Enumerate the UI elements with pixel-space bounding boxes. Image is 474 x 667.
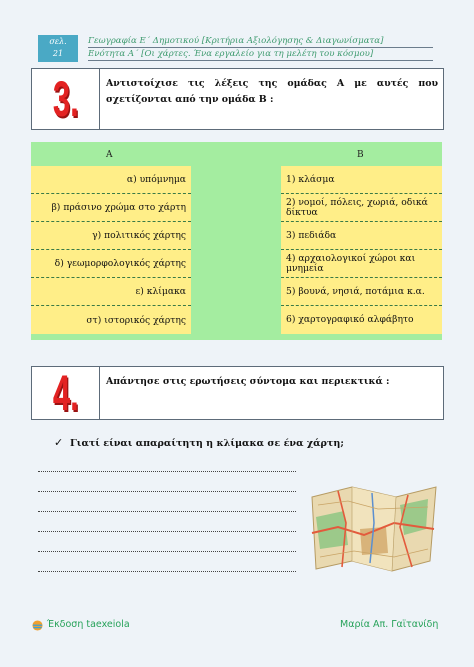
folded-map-illustration <box>308 483 440 573</box>
column-b-header: Β <box>357 150 364 160</box>
group-a-item: ε) κλίμακα <box>31 278 191 306</box>
publisher-logo-icon <box>32 620 43 631</box>
publisher-credit: Έκδοση taexeiola <box>47 619 130 630</box>
exercise-4-box <box>31 366 444 420</box>
exercise-3-box <box>31 68 444 130</box>
exercise-3-number-cell <box>32 69 100 129</box>
question-text: Γιατί είναι απαραίτητη η κλίμακα σε ένα χάρτη; <box>70 438 344 449</box>
page-number-badge <box>38 35 78 62</box>
author-credit: Μαρία Απ. Γαϊτανίδη <box>340 619 439 630</box>
group-a-column <box>31 166 191 334</box>
group-a-item: β) πράσινο χρώμα στο χάρτη <box>31 194 191 222</box>
group-a-item: στ) ιστορικός χάρτης <box>86 314 186 326</box>
group-b-item: 2) νομοί, πόλεις, χωριά, οδικά δίκτυα <box>281 194 442 222</box>
exercise-4-number-cell <box>32 367 100 419</box>
checkmark-icon: ✓ <box>54 436 64 449</box>
answer-line[interactable] <box>38 530 296 532</box>
answer-line[interactable] <box>38 470 296 472</box>
column-a-header: Α <box>106 150 113 160</box>
group-b-item: 3) πεδιάδα <box>281 222 442 250</box>
exercise-3-number: 3. <box>52 71 79 127</box>
page-number: 21 <box>52 49 64 58</box>
page-label: σελ. <box>49 37 67 46</box>
answer-line[interactable] <box>38 510 296 512</box>
group-b-column <box>281 166 442 334</box>
group-b-item: 1) κλάσμα <box>281 166 442 194</box>
group-a-item: α) υπόμνημα <box>31 166 191 194</box>
group-a-item: γ) πολιτικός χάρτης <box>31 222 191 250</box>
exercise-4-number: 4. <box>52 365 79 421</box>
group-b-item: 4) αρχαιολογικοί χώροι και μνημεία <box>281 250 442 278</box>
header-subject: Γεωγραφία Ε΄ Δημοτικού [Κριτήρια Αξιολόγησης & Διαγωνίσματα] <box>88 35 433 48</box>
group-a-item: δ) γεωμορφολογικός χάρτης <box>31 250 191 278</box>
exercise-3-instruction: Αντιστοίχισε τις λέξεις της ομάδας Α με αυτές που σχετίζονται από την ομάδα Β : <box>106 78 438 105</box>
group-b-item: 6) χαρτογραφικό αλφάβητο <box>286 314 414 325</box>
answer-line[interactable] <box>38 490 296 492</box>
header-titles <box>88 35 433 61</box>
answer-line[interactable] <box>38 570 296 572</box>
header-unit: Ενότητα Α΄ [Οι χάρτες. Ένα εργαλείο για τη μελέτη του κόσμου] <box>88 48 433 61</box>
exercise-4-instruction: Απάντησε στις ερωτήσεις σύντομα και περιεκτικά : <box>106 376 390 387</box>
group-b-item: 5) βουνά, νησιά, ποτάμια κ.α. <box>281 278 442 306</box>
matching-table <box>31 142 442 340</box>
answer-line[interactable] <box>38 550 296 552</box>
